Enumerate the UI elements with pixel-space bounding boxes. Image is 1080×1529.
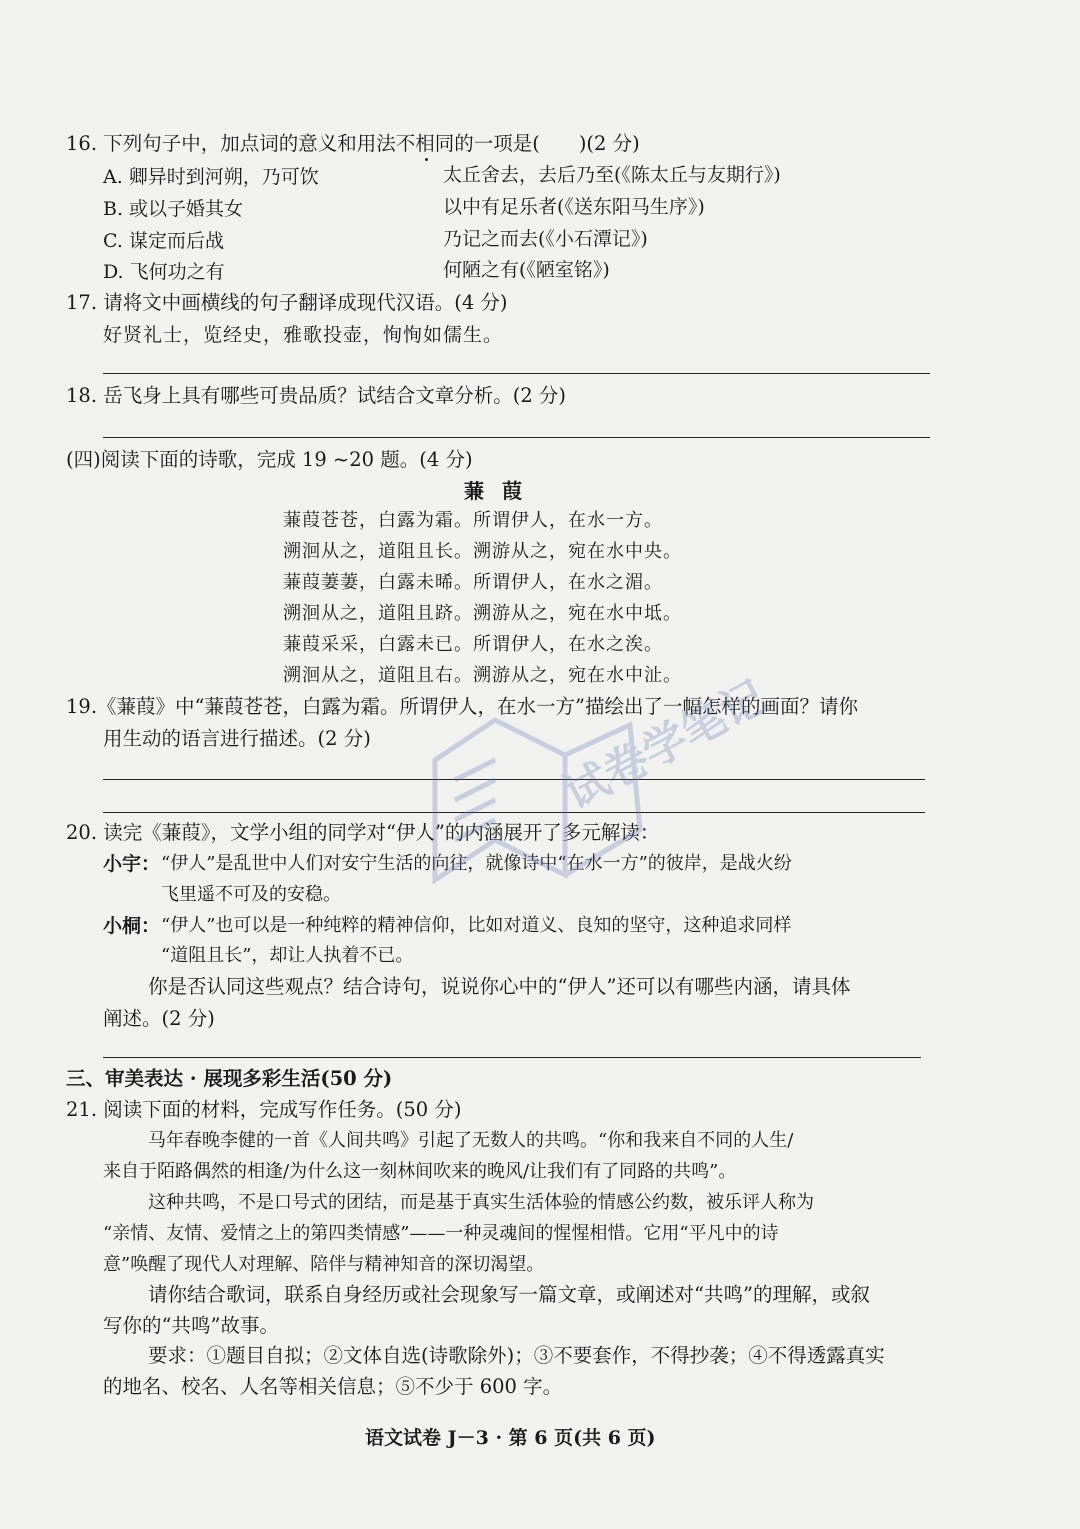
q21-task: 请你结合歌词，联系自身经历或社会现象写一篇文章，或阐述对“共鸣”的理解，或叙 [148, 1283, 870, 1306]
q16-option-c-right: 乃记之而去(《小石潭记》) [443, 228, 648, 250]
q20-question-cont: 阐述。(2 分) [103, 1007, 215, 1030]
q16-option-b-right: 以中有足乐者(《送东阳马生序》) [443, 196, 705, 218]
q16-option-d-left: D. 飞何功之有 [103, 261, 225, 283]
q20-xiaotong-text: “伊人”也可以是一种纯粹的精神信仰，比如对道义、良知的坚守，这种追求同样 [161, 915, 792, 936]
q17-stem: 17. 请将文中画横线的句子翻译成现代汉语。(4 分) [66, 291, 508, 314]
q16-option-a-right: 太丘舍去，去后乃至(《陈太丘与友期行》) [443, 164, 781, 186]
answer-line [103, 373, 930, 374]
q21-material: 来自于陌路偶然的相逢/为什么这一刻林间吹来的晚风/让我们有了同路的共鸣”。 [103, 1161, 737, 1182]
q21-material: 这种共鸣，不是口号式的团结，而是基于真实生活体验的情感公约数，被乐评人称为 [148, 1192, 814, 1213]
q16-option-a-left: A. 卿异时到河朔，乃可饮 [103, 166, 319, 188]
poem-line: 溯洄从之，道阻且长。溯游从之，宛在水中央。 [283, 541, 682, 562]
q16-option-d-right: 何陋之有(《陋室铭》) [443, 259, 610, 281]
page-footer: 语文试卷 J－3 · 第 6 页(共 6 页) [365, 1427, 656, 1449]
poem-line: 溯洄从之，道阻且右。溯游从之，宛在水中沚。 [283, 665, 682, 686]
q16-option-b-left: B. 或以子婚其女 [103, 198, 244, 220]
q20-xiaotong-label: 小桐： [103, 915, 161, 937]
emphasis-dot [425, 158, 428, 161]
q21-stem: 21. 阅读下面的材料，完成写作任务。(50 分) [66, 1098, 462, 1121]
watermark-text: 试卷学笔记 [556, 671, 775, 820]
q21-material: 意”唤醒了现代人对理解、陪伴与精神知音的深切渴望。 [103, 1254, 545, 1275]
q21-task: 写你的“共鸣”故事。 [103, 1314, 279, 1337]
poem-line: 溯洄从之，道阻且跻。溯游从之，宛在水中坻。 [283, 603, 682, 624]
q21-material: 马年春晚李健的一首《人间共鸣》引起了无数人的共鸣。“你和我来自不同的人生/ [148, 1130, 794, 1151]
q20-xiaoyu-label: 小宇： [103, 853, 161, 875]
q19-stem-line1: 19.《蒹葭》中“蒹葭苍苍，白露为霜。所谓伊人，在水一方”描绘出了一幅怎样的画面？请你 [66, 695, 858, 718]
q21-material: “亲情、友情、爱情之上的第四类情感”——一种灵魂间的惺惺相惜。它用“平凡中的诗 [103, 1223, 779, 1244]
q20-question: 你是否认同这些观点？结合诗句，说说你心中的“伊人”还可以有哪些内涵，请具体 [148, 975, 851, 998]
q21-requirements: 要求：①题目自拟；②文体自选(诗歌除外)；③不要套作，不得抄袭；④不得透露真实 [148, 1344, 885, 1367]
q18-stem: 18. 岳飞身上具有哪些可贵品质？试结合文章分析。(2 分) [66, 384, 567, 407]
part3-heading: 三、审美表达 · 展现多彩生活(50 分) [66, 1067, 393, 1090]
poem-line: 蒹葭萋萋，白露未晞。所谓伊人，在水之湄。 [283, 572, 663, 593]
answer-line [103, 437, 930, 438]
poem-line: 蒹葭采采，白露未已。所谓伊人，在水之涘。 [283, 634, 663, 655]
answer-line [103, 1057, 921, 1058]
q20-stem: 20. 读完《蒹葭》，文学小组的同学对“伊人”的内涵展开了多元解读： [66, 821, 660, 844]
q20-xiaoyu-text-cont: 飞里遥不可及的安稳。 [161, 884, 341, 905]
q21-requirements: 的地名、校名、人名等相关信息；⑤不少于 600 字。 [103, 1375, 563, 1398]
poem-title: 蒹葭 [464, 479, 540, 503]
q20-xiaotong-text-cont: “道阻且长”，却让人执着不已。 [161, 945, 414, 966]
q19-stem-line2: 用生动的语言进行描述。(2 分) [103, 727, 371, 750]
q16-option-c-left: C. 谋定而后战 [103, 230, 224, 252]
q20-xiaoyu-text: “伊人”是乱世中人们对安宁生活的向往，就像诗中“在水一方”的彼岸，是战火纷 [161, 853, 792, 874]
poem-line: 蒹葭苍苍，白露为霜。所谓伊人，在水一方。 [283, 510, 663, 531]
q16-stem: 16. 下列句子中，加点词的意义和用法不相同的一项是( )(2 分) [66, 132, 640, 155]
part4-heading: (四)阅读下面的诗歌，完成 19 ~20 题。(4 分) [66, 448, 473, 471]
q17-sentence: 好贤礼士，览经史，雅歌投壶，恂恂如儒生。 [103, 324, 504, 346]
